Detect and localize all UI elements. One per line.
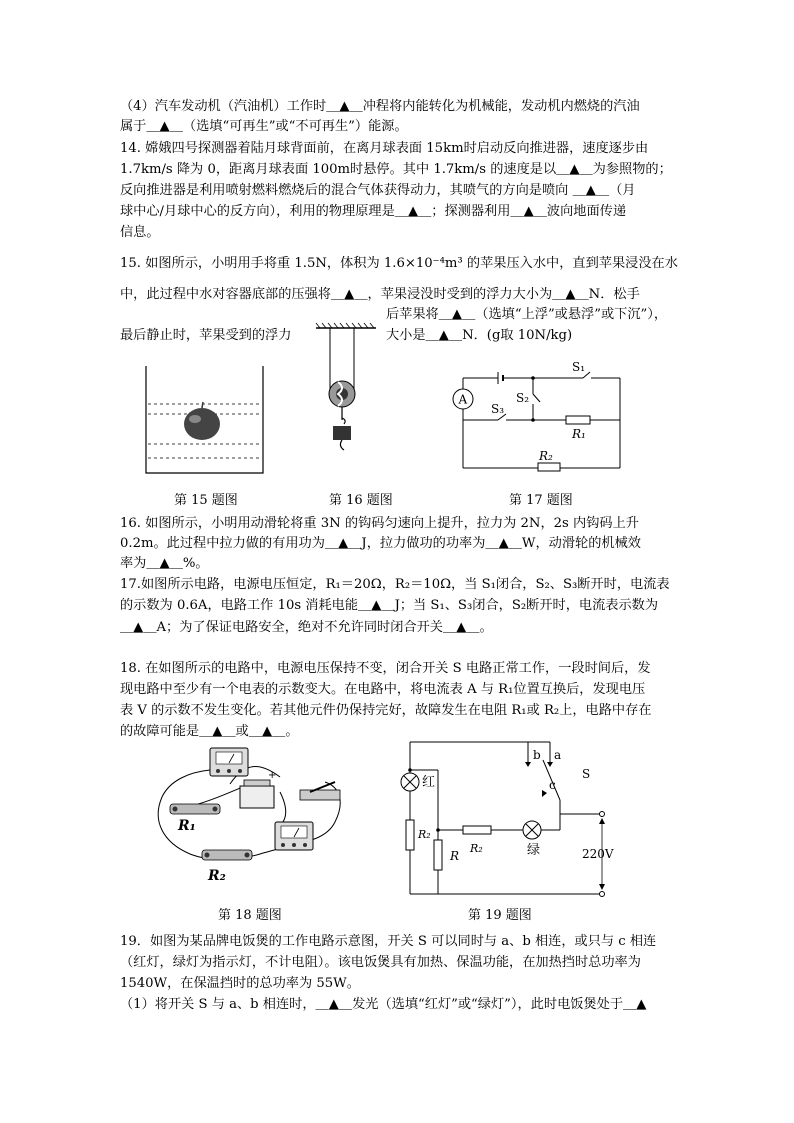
plus-label: +: [268, 770, 277, 781]
q19-line2: （红灯，绿灯为指示灯，不计电阻）。该电饭煲具有加热、保温功能，在加热挡时总功率为: [120, 955, 641, 970]
q18-line4: 的故障可能是＿▲＿或＿▲＿。: [120, 724, 299, 739]
q15-line3: 后苹果将＿▲＿（选填“上浮”或悬浮”或下沉”），: [386, 307, 668, 322]
red-lamp-label: 红: [422, 775, 436, 790]
q17-line1: 17.如图所示电路，电源电压恒定，R₁＝20Ω，R₂＝10Ω，当 S₁闭合，S₂、S₃断开时，电流表: [120, 577, 670, 592]
fig19-circuit: [398, 740, 623, 900]
fig16-pulley-diagram: [314, 322, 378, 462]
hook-weight-icon: [333, 426, 351, 440]
battery-icon: [240, 780, 274, 808]
q18-line3: 表 V 的示数不发生变化。若其他元件仍保持完好，故障发生在电阻 R₁或 R₂上，电路中存在: [120, 703, 652, 718]
r2-label: R₂: [539, 449, 553, 463]
green-lamp-label: 绿: [527, 843, 541, 858]
fig17-circuit: [448, 358, 628, 473]
fig15-caption: 第 15 题图: [174, 493, 238, 508]
q16-line3: 率为＿▲＿%。: [120, 556, 209, 571]
r2-label: R₂: [208, 868, 226, 884]
r2-left-label: R₂: [418, 828, 431, 841]
s2-label: S₂: [516, 391, 530, 405]
q13-part4-line1: （4）汽车发动机（汽油机）工作时＿▲＿冲程将内能转化为机械能，发动机内燃烧的汽油: [120, 99, 640, 114]
ammeter-label: A: [458, 392, 468, 407]
r1-label: R₁: [178, 818, 196, 834]
q16-line1: 16. 如图所示，小明用动滑轮将重 3N 的钩码匀速向上提升，拉力为 2N，2s 内钩码上升: [120, 516, 639, 531]
fig17-caption: 第 17 题图: [509, 493, 573, 508]
r2-top-label: R₂: [470, 842, 483, 855]
switch-icon: [300, 782, 340, 800]
q15-line2: 中，此过程中水对容器底部的压强将＿▲＿，苹果浸没时受到的浮力大小为＿▲＿N．松手: [120, 287, 640, 302]
s1-label: S₁: [572, 360, 586, 374]
q17-line2: 的示数为 0.6A，电路工作 10s 消耗电能＿▲＿J；当 S₁、S₃闭合，S₂断开时，电流表示数为: [120, 598, 659, 613]
r1-label: R₁: [572, 427, 586, 441]
q14-line5: 信息。: [120, 225, 160, 240]
apple-icon: [184, 408, 220, 440]
q15-line4a: 最后静止时，苹果受到的浮力: [120, 328, 292, 343]
q14-line3: 反向推进器是利用喷射燃料燃烧后的混合气体获得动力，其喷气的方向是喷向 ＿▲＿（月: [120, 183, 636, 198]
r-label: R: [450, 849, 460, 863]
q15-line1: 15. 如图所示，小明用手将重 1.5N，体积为 1.6×10⁻⁴m³ 的苹果压入水中，直到苹果浸没在水: [120, 256, 678, 271]
switch-s-label: S: [582, 767, 591, 781]
q19-line1: 19．如图为某品牌电饭煲的工作电路示意图，开关 S 可以同时与 a、b 相连，或只与 c 相连: [120, 934, 657, 949]
contact-a-label: a: [554, 748, 562, 762]
fig15-apple-diagram: [140, 358, 270, 483]
voltage-label: 220V: [582, 847, 614, 861]
q14-line2: 1.7km/s 降为 0，距离月球表面 100m时悬停。其中 1.7km/s 的速度是以＿▲＿为参照物的；: [120, 162, 672, 177]
contact-b-label: b: [533, 748, 541, 762]
voltmeter-icon: [210, 748, 248, 776]
q19-line3: 1540W，在保温挡时的总功率为 55W。: [120, 976, 360, 991]
q13-part4-line2: 属于＿▲＿（选填“可再生”或“不可再生”）能源。: [120, 119, 408, 134]
fig18-caption: 第 18 题图: [218, 908, 282, 923]
r1-resistor-icon: [170, 804, 220, 814]
contact-c-label: c: [549, 778, 556, 792]
q19-part1-line1: （1）将开关 S 与 a、b 相连时，＿▲＿发光（选填“红灯”或“绿灯”），此时电饭煲处于＿▲: [120, 997, 647, 1012]
s3-label: S₃: [491, 402, 505, 416]
q14-line1: 14. 嫦娥四号探测器着陆月球背面前，在离月球表面 15km时启动反向推进器，速度逐步由: [120, 141, 649, 156]
fig16-caption: 第 16 题图: [329, 493, 393, 508]
ammeter-icon: [275, 822, 313, 850]
r2-resistor-icon: [202, 850, 252, 860]
q17-line3: ＿▲＿A；为了保证电路安全，绝对不允许同时闭合开关＿▲＿。: [120, 620, 493, 635]
fig18-circuit: [150, 742, 360, 892]
q15-line4b: 大小是＿▲＿N．(g取 10N/kg): [386, 328, 573, 343]
q18-line2: 现电路中至少有一个电表的示数变大。在电路中，将电流表 A 与 R₁位置互换后，发现电压: [120, 682, 646, 697]
fig19-caption: 第 19 题图: [468, 908, 532, 923]
q16-line2: 0.2m。此过程中拉力做的有用功为＿▲＿J，拉力做功的功率为＿▲＿W，动滑轮的机械效: [120, 536, 641, 551]
q18-line1: 18. 在如图所示的电路中，电源电压保持不变，闭合开关 S 电路正常工作，一段时间后，发: [120, 661, 651, 676]
q14-line4: 球中心/月球中心的反方向），利用的物理原理是＿▲＿；探测器利用＿▲＿波向地面传递: [120, 204, 627, 219]
